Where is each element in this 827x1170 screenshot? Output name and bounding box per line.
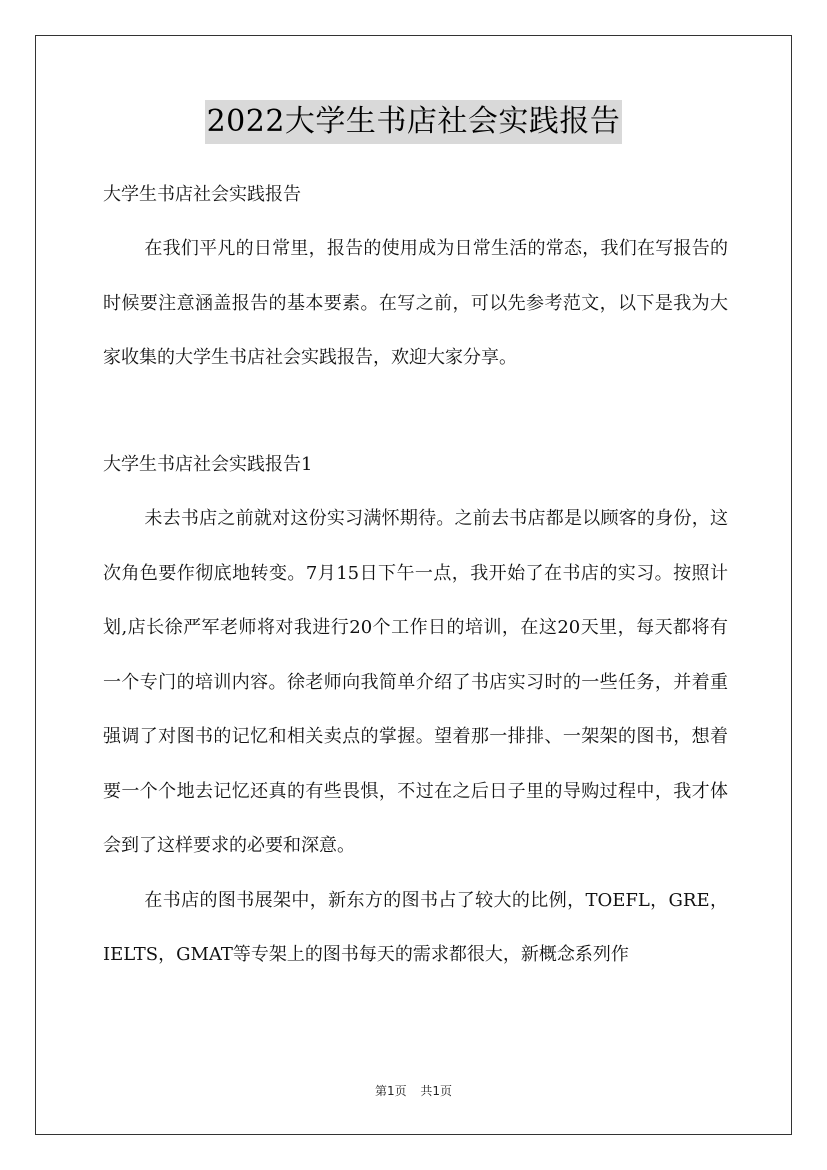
- body-paragraph: 未去书店之前就对这份实习满怀期待。之前去书店都是以顾客的身份，这次角色要作彻底地转变。7月15日下午一点，我开始了在书店的实习。按照计划,店长徐严军老师将对我进行20个工作日的培训，在这20天里，每天都将有一个专门的培训内容。徐老师向我简单介绍了书店实习时的一些任务，并着重强调了对图书的记忆和相关卖点的掌握。望着那一排排、一架架的图书，想着要一个个地去记忆还真的有些畏惧，不过在之后日子里的导购过程中，我才体会到了这样要求的必要和深意。: [103, 508, 728, 856]
- page-total: 共1页: [420, 1084, 453, 1098]
- body-paragraph: 在书店的图书展架中，新东方的图书占了较大的比例，TOEFL，GRE，IELTS，GMAT等专架上的图书每天的需求都很大，新概念系列作: [103, 889, 728, 965]
- intro-paragraph: 在我们平凡的日常里，报告的使用成为日常生活的常态，我们在写报告的时候要注意涵盖报告的基本要素。在写之前，可以先参考范文，以下是我为大家收集的大学生书店社会实践报告，欢迎大家分享。: [103, 238, 728, 368]
- title-container: [0, 100, 827, 144]
- intro-section: [103, 222, 728, 386]
- section-body: [103, 492, 728, 983]
- page-number: 第1页: [374, 1084, 407, 1098]
- section-heading: 大学生书店社会实践报告1: [103, 454, 313, 475]
- document-title: 2022大学生书店社会实践报告: [205, 100, 623, 144]
- document-subtitle: 大学生书店社会实践报告: [103, 184, 301, 205]
- page-footer: [0, 1082, 827, 1099]
